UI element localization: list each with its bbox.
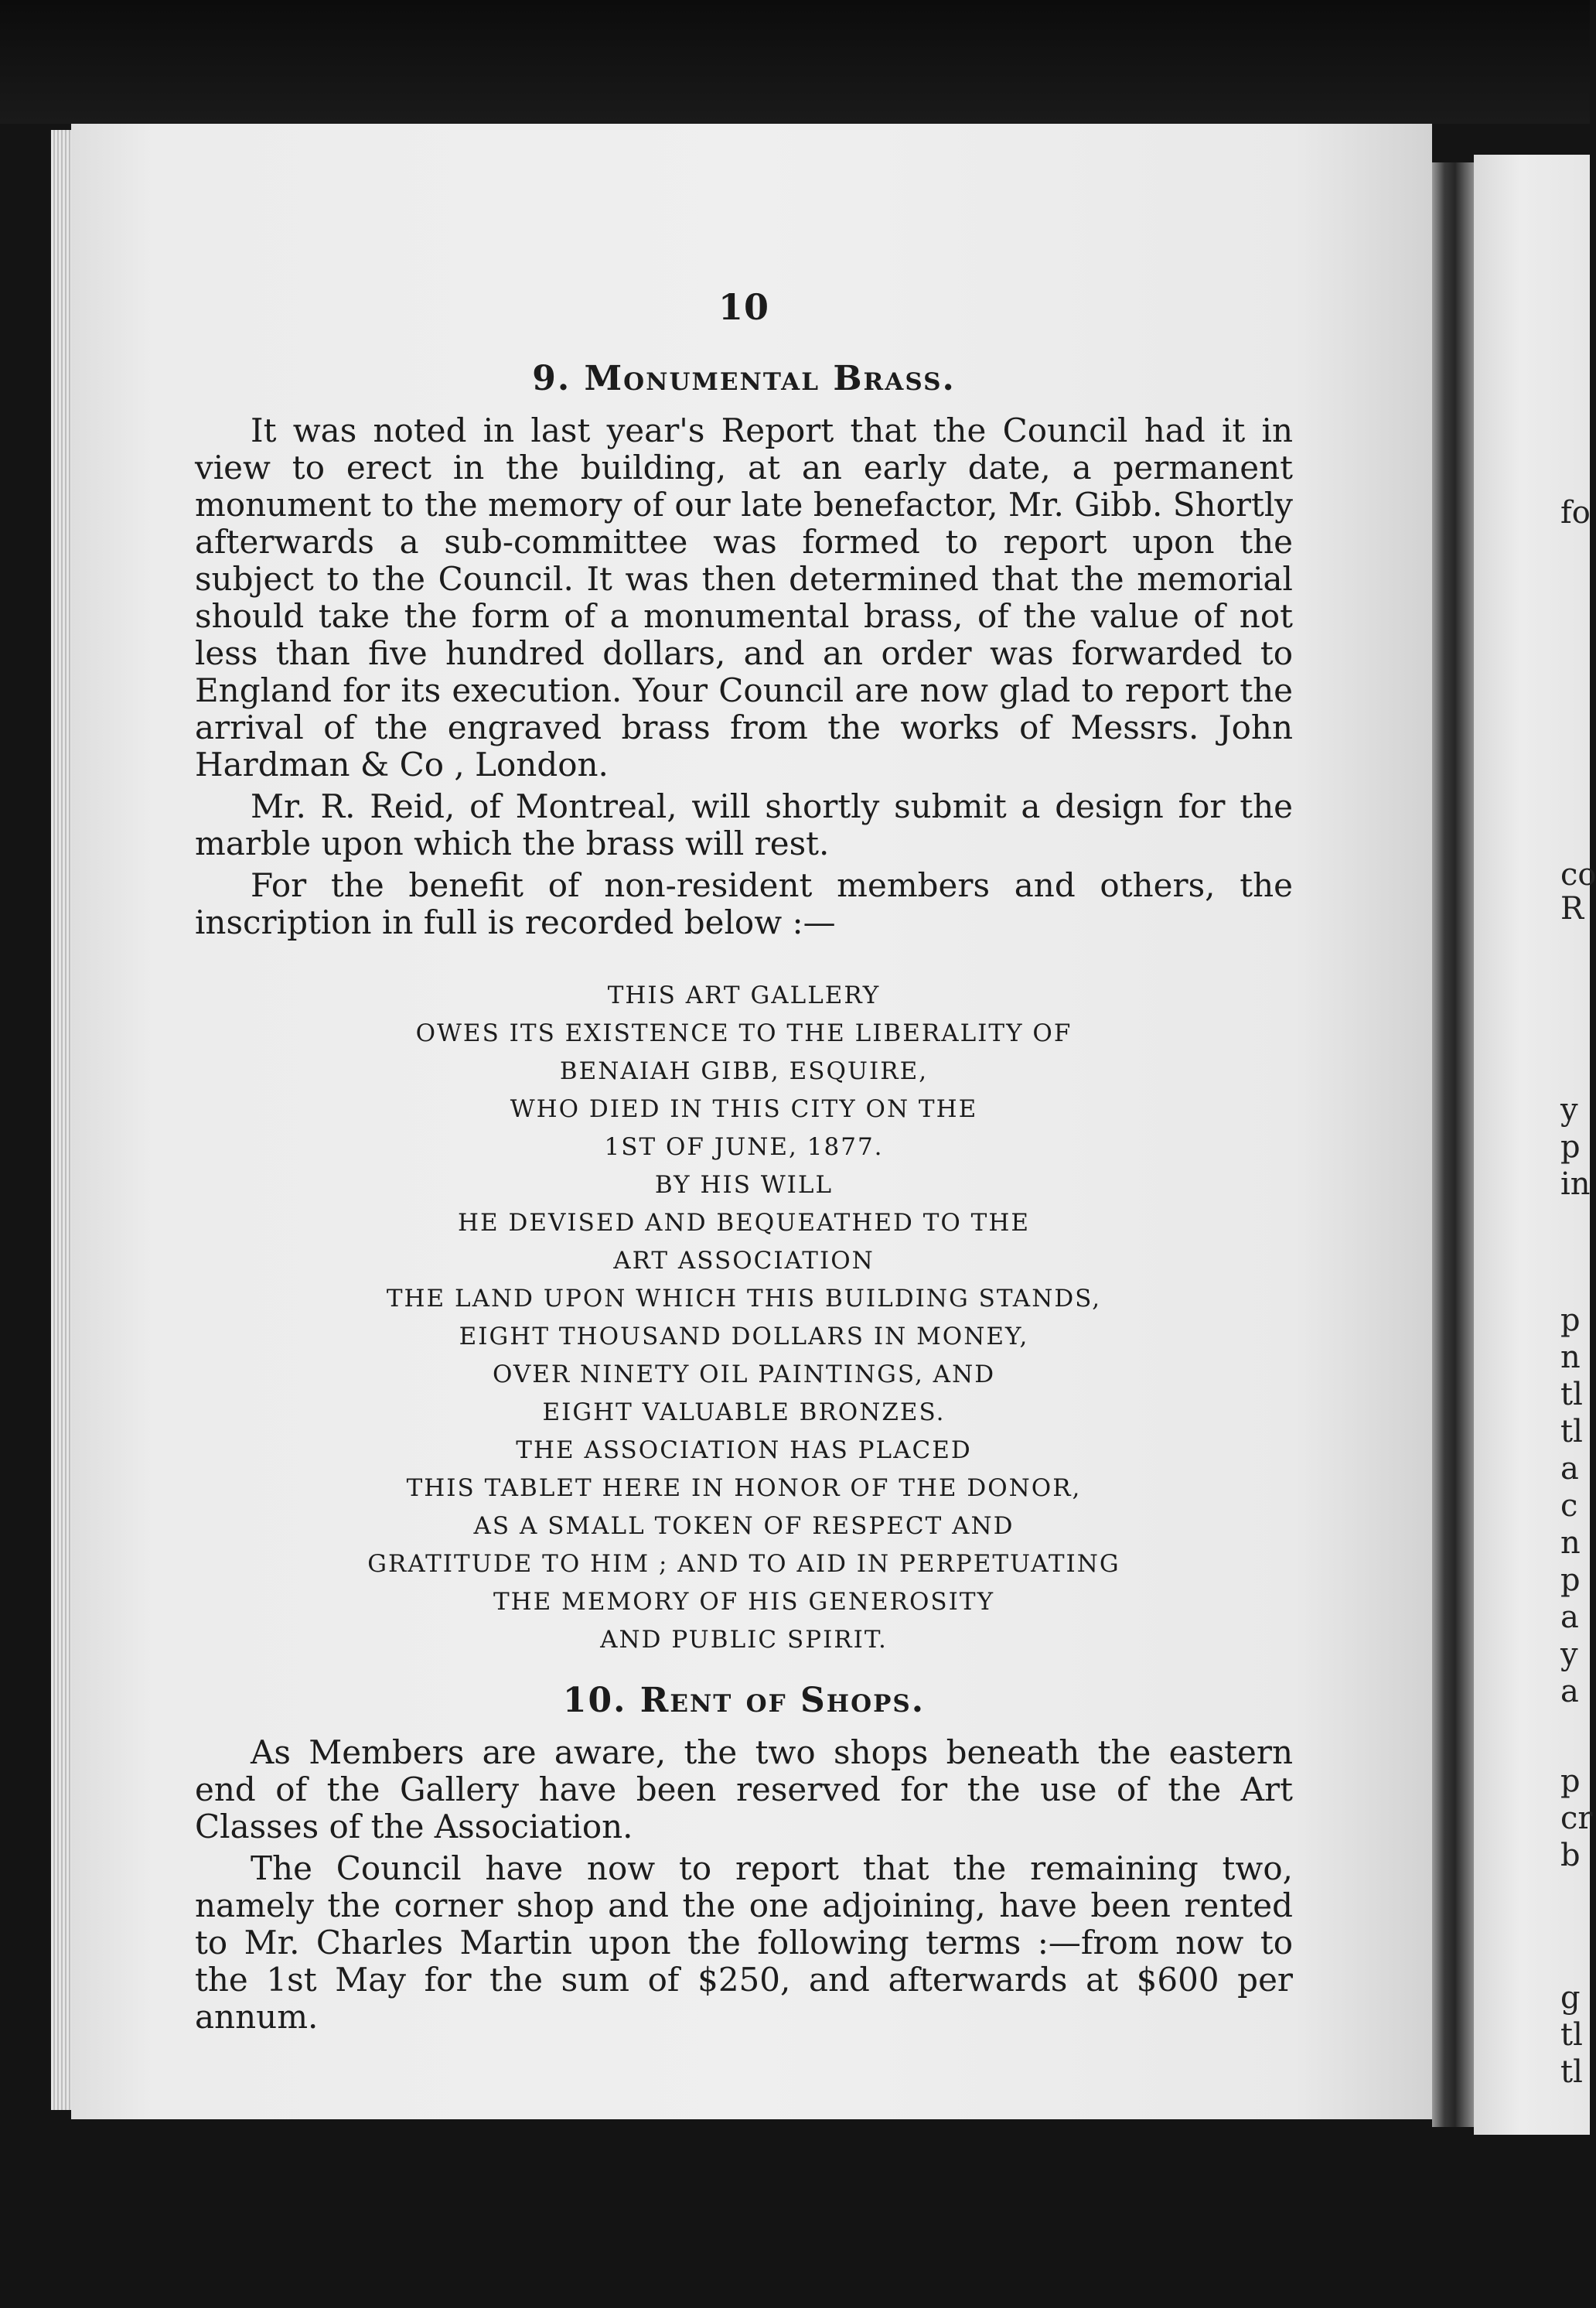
inscription-line: THE LAND UPON WHICH THIS BUILDING STANDS, (386, 1285, 1102, 1313)
section-rent-of-shops (195, 1681, 1293, 2036)
inscription-block (195, 977, 1293, 1659)
inscription-line: AND PUBLIC SPIRIT. (600, 1626, 888, 1654)
fragment: y (1560, 1637, 1578, 1672)
fragment: co (1560, 857, 1596, 893)
fragment: a (1560, 1451, 1579, 1487)
fragment: tl (1560, 2054, 1583, 2090)
fragment: tl (1560, 2017, 1583, 2053)
inscription-line: BENAIAH GIBB, ESQUIRE, (559, 1057, 929, 1085)
facing-page-text-fragments (1560, 0, 1596, 2308)
fragment: p (1560, 1763, 1581, 1799)
inscription-line: OWES ITS EXISTENCE TO THE LIBERALITY OF (415, 1019, 1073, 1047)
inscription-line: 1ST OF JUNE, 1877. (604, 1133, 884, 1161)
page-number: 10 (718, 286, 769, 328)
inscription-line: WHO DIED IN THIS CITY ON THE (510, 1095, 978, 1123)
fragment: n (1560, 1525, 1581, 1561)
inscription-line: OVER NINETY OIL PAINTINGS, AND (492, 1361, 996, 1388)
book-gutter (1432, 162, 1474, 2127)
fragment: y (1560, 1092, 1578, 1128)
inscription-line: THE MEMORY OF HIS GENEROSITY (493, 1588, 995, 1616)
inscription-line: BY HIS WILL (654, 1171, 834, 1199)
fragment: in (1560, 1166, 1591, 1202)
paragraph: For the benefit of non-resident members and others, the inscription in full is recorded below :— (195, 866, 1293, 941)
paragraph: It was noted in last year's Report that the Council had it in view to erect in the building, at an early date, a permanent monument to the memory of our late benefactor, Mr. Gibb. Shortly afterwards a sub-committee was formed to report upon the subject to the Council. It was then determined that the memorial should take the form of a monumental brass, of the value of not less than five hundred dollars, and an order was forwarded to England for its execution. Your Council are now glad to report the arrival of the engraved brass from the works of Messrs. John Hardman & Co , London. (195, 411, 1293, 784)
fragment: p (1560, 1129, 1581, 1165)
section-heading-rent-of-shops: 10. Rent of Shops. (562, 1681, 926, 1720)
inscription-line: AS A SMALL TOKEN OF RESPECT AND (473, 1512, 1015, 1540)
inscription-line: ART ASSOCIATION (613, 1247, 875, 1275)
fragment: a (1560, 1600, 1579, 1635)
fragment: p (1560, 1303, 1581, 1338)
fragment: tl (1560, 1414, 1583, 1449)
fragment: g (1560, 1980, 1581, 2016)
inscription-line: EIGHT THOUSAND DOLLARS IN MONEY, (459, 1323, 1029, 1350)
fragment: a (1560, 1674, 1579, 1709)
fragment: c (1560, 1488, 1578, 1524)
scan-background (0, 0, 1590, 124)
inscription-line: EIGHT VALUABLE BRONZES. (542, 1398, 946, 1426)
fragment: fo (1560, 495, 1591, 531)
section-heading-monumental-brass: 9. Monumental Brass. (532, 359, 956, 398)
inscription-line: GRATITUDE TO HIM ; AND TO AID IN PERPETUATING (367, 1550, 1120, 1578)
fragment: tl (1560, 1377, 1583, 1412)
fragment: p (1560, 1562, 1581, 1598)
inscription-line: THE ASSOCIATION HAS PLACED (516, 1436, 972, 1464)
fragment: n (1560, 1340, 1581, 1375)
page-content (195, 286, 1293, 2040)
paragraph: As Members are aware, the two shops beneath the eastern end of the Gallery have been reserved for the use of the Art Classes of the Association. (195, 1733, 1293, 1845)
paragraph: The Council have now to report that the remaining two, namely the corner shop and the one adjoining, have been rented to Mr. Charles Martin upon the following terms :—from now to the 1st May for the sum of $250, and afterwards at $600 per annum. (195, 1849, 1293, 2036)
fragment: b (1560, 1838, 1581, 1873)
paragraph: Mr. R. Reid, of Montreal, will shortly submit a design for the marble upon which the brass will rest. (195, 787, 1293, 862)
inscription-line: HE DEVISED AND BEQUEATHED TO THE (457, 1209, 1031, 1237)
inscription-line: THIS TABLET HERE IN HONOR OF THE DONOR, (406, 1474, 1082, 1502)
fragment: cr (1560, 1801, 1593, 1836)
fragment: R (1560, 891, 1584, 927)
inscription-line: THIS ART GALLERY (607, 982, 881, 1009)
